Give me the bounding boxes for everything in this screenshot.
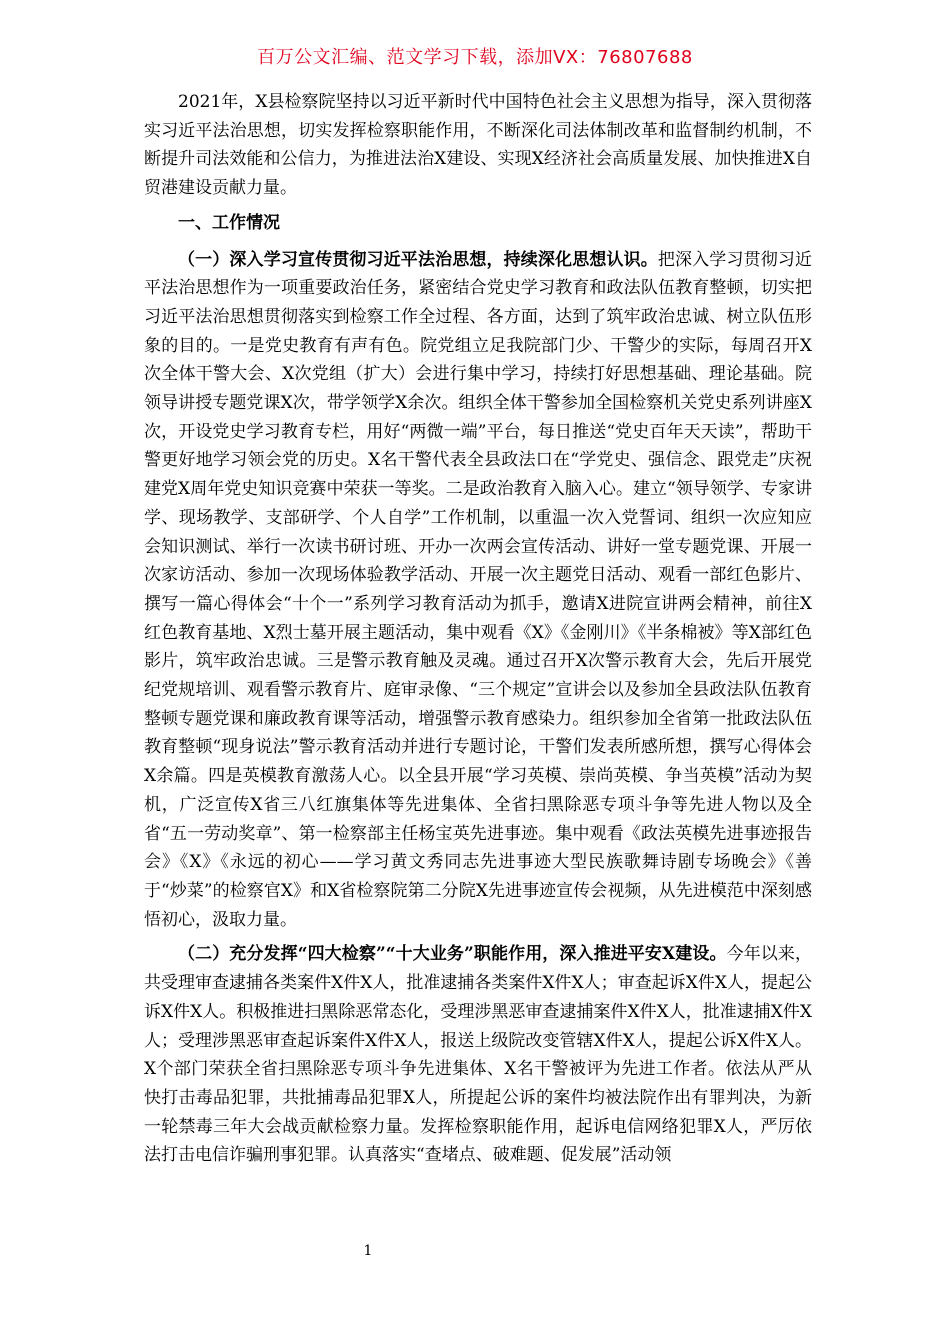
item1-heading: （一）深入学习宣传贯彻习近平法治思想，持续深化思想认识。 <box>178 249 658 270</box>
header-banner: 百万公文汇编、范文学习下载，添加VX：76807688 <box>257 47 693 68</box>
document-body <box>144 88 812 1176</box>
item1-body: 把深入学习贯彻习近平法治思想作为一项重要政治任务，紧密结合党史学习教育和政法队伍教育整顿，切实把习近平法治思想贯彻落实到检察工作全过程、各方面，达到了筑牢政治忠诚、树立队伍形象的目的。一是党史教育有声有色。院党组立足我院部门少、干警少的实际，每周召开X次全体干警大会、X次党组（扩大）会进行集中学习，持续打好思想基础、理论基础。院领导讲授专题党课X次，带学领学X余次。组织全体干警参加全国检察机关党史系列讲座X次，开设党史学习教育专栏，用好“两微一端”平台，每日推送“党史百年天天读”，帮助干警更好地学习领会党的历史。X名干警代表全县政法口在“学党史、强信念、跟党走”庆祝建党X周年党史知识竞赛中荣获一等奖。二是政治教育入脑入心。建立“领导领学、专家讲学、现场教学、支部研学、个人自学”工作机制，以重温一次入党誓词、组织一次应知应会知识测试、举行一次读书研讨班、开办一次两会宣传活动、讲好一堂专题党课、开展一次家访活动、参加一次现场体验教学活动、开展一次主题党日活动、观看一部红色影片、撰写一篇心得体会“十个一”系列学习教育活动为抓手，邀请X进院宣讲两会精神，前往X红色教育基地、X烈士墓开展主题活动，集中观看《X》《金刚川》《半条棉被》等X部红色影片，筑牢政治忠诚。三是警示教育触及灵魂。通过召开X次警示教育大会，先后开展党纪党规培训、观看警示教育片、庭审录像、“三个规定”宣讲会以及参加全县政法队伍教育整顿专题党课和廉政教育课等活动，增强警示教育感染力。组织参加全省第一批政法队伍教育整顿“现身说法”警示教育活动并进行专题讨论，干警们发表所感所想，撰写心得体会X余篇。四是英模教育激荡人心。以全县开展“学习英模、崇尚英模、争当英模”活动为契机，广泛宣传X省三八红旗集体等先进集体、全省扫黑除恶专项斗争等先进人物以及全省“五一劳动奖章”、第一检察部主任杨宝英先进事迹。集中观看《政法英模先进事迹报告会》《X》《永远的初心——学习黄文秀同志先进事迹大型民族歌舞诗剧专场晚会》《善于“炒菜”的检察官X》和X省检察院第二分院X先进事迹宣传会视频，从先进模范中深刻感悟初心，汲取力量。 <box>144 249 813 930</box>
item2-paragraph <box>144 940 812 1170</box>
item2-heading: （二）充分发挥“四大检察”“十大业务”职能作用，深入推进平安X建设。 <box>178 944 727 965</box>
item2-body: 今年以来，共受理审查逮捕各类案件X件X人，批准逮捕各类案件X件X人；审查起诉X件X人，提起公诉X件X人。积极推进扫黑除恶常态化，受理涉黑恶审查逮捕案件X件X人，批准逮捕X件X人；受理涉黑恶审查起诉案件X件X人，报送上级院改变管辖X件X人，提起公诉X件X人。X个部门荣获全省扫黑除恶专项斗争先进集体、X名干警被评为先进工作者。依法从严从快打击毒品犯罪，共批捕毒品犯罪X人，所提起公诉的案件均被法院作出有罪判决，为新一轮禁毒三年大会战贡献检察力量。发挥检察职能作用，起诉电信网络犯罪X人，严厉依法打击电信诈骗刑事犯罪。认真落实“查堵点、破难题、促发展”活动领 <box>144 944 812 1166</box>
page-number: 1 <box>363 1243 373 1259</box>
intro-paragraph: 2021年，X县检察院坚持以习近平新时代中国特色社会主义思想为指导，深入贯彻落实习近平法治思想，切实发挥检察职能作用，不断深化司法体制改革和监督制约机制，不断提升司法效能和公信力，为推进法治X建设、实现X经济社会高质量发展、加快推进X自贸港建设贡献力量。 <box>144 92 812 199</box>
section-heading: 一、工作情况 <box>178 212 280 233</box>
item1-paragraph <box>144 246 812 935</box>
